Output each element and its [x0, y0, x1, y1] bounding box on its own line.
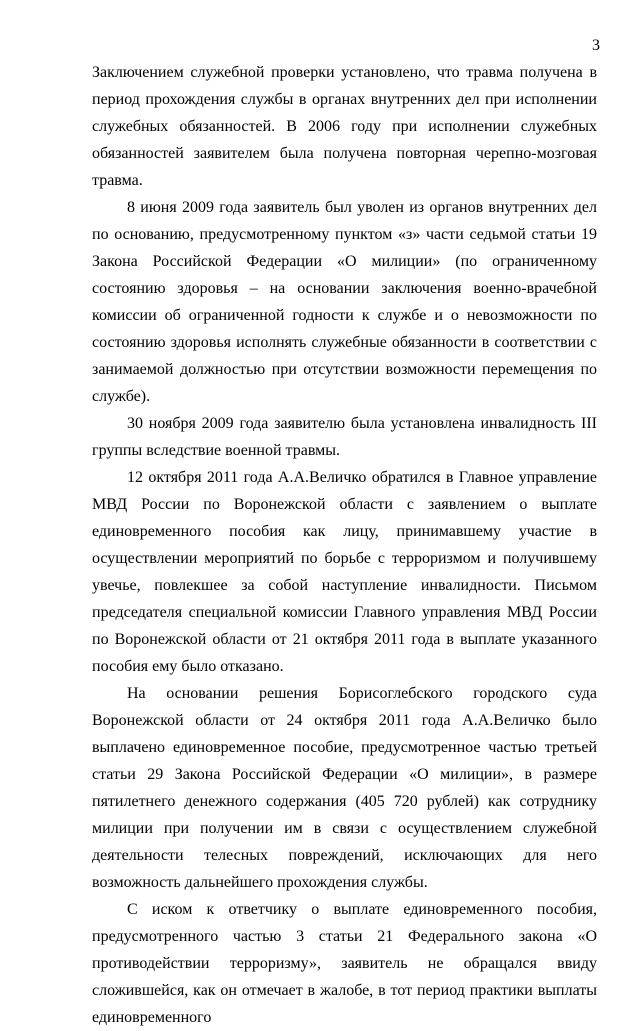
paragraph-application: 12 октября 2011 года А.А.Величко обратился в Главное управление МВД России по Воронежской области с заявлением о выплате единовременного пособия как лицу, принимавшему участие в осуществлении мероприятий по борьбе с терроризмом и получившему увечье, повлекшее за собой наступление инвалидности. Письмом председателя специальной комиссии Главного управления МВД России по Воронежской области от 21 октября 2011 года в выплате указанного пособия ему было отказано.: [92, 469, 597, 675]
paragraph-disability: 30 ноября 2009 года заявителю была установлена инвалидность III группы вследствие военной травмы.: [92, 415, 597, 459]
paragraph-dismissal: 8 июня 2009 года заявитель был уволен из органов внутренних дел по основанию, предусмотренному пунктом «з» части седьмой статьи 19 Закона Российской Федерации «О милиции» (по ограниченному состоянию здоровья – на основании заключения военно-врачебной комиссии об ограниченной годности к службе и о невозможности по состоянию здоровья исполнять служебные обязанности в соответствии с занимаемой должностью при отсутствии возможности перемещения по службе).: [92, 199, 597, 405]
page-number: 3: [592, 37, 600, 54]
document-body: [92, 59, 597, 1031]
paragraph-inspection-result: Заключением служебной проверки установлено, что травма получена в период прохождения службы в органах внутренних дел при исполнении служебных обязанностей. В 2006 году при исполнении служебных обязанностей заявителем была получена повторная черепно-мозговая травма.: [92, 64, 597, 189]
paragraph-claim: С иском к ответчику о выплате единовременного пособия, предусмотренного частью 3 статьи 21 Федерального закона «О противодействии терроризму», заявитель не обращался ввиду сложившейся, как он отмечает в жалобе, в тот период практики выплаты единовременного: [92, 901, 597, 1026]
paragraph-court-decision: На основании решения Борисоглебского городского суда Воронежской области от 24 октября 2011 года А.А.Величко было выплачено единовременное пособие, предусмотренное частью третьей статьи 29 Закона Российской Федерации «О милиции», в размере пятилетнего денежного содержания (405 720 рублей) как сотруднику милиции при получении им в связи с осуществлением служебной деятельности телесных повреждений, исключающих для него возможность дальнейшего прохождения службы.: [92, 685, 597, 891]
